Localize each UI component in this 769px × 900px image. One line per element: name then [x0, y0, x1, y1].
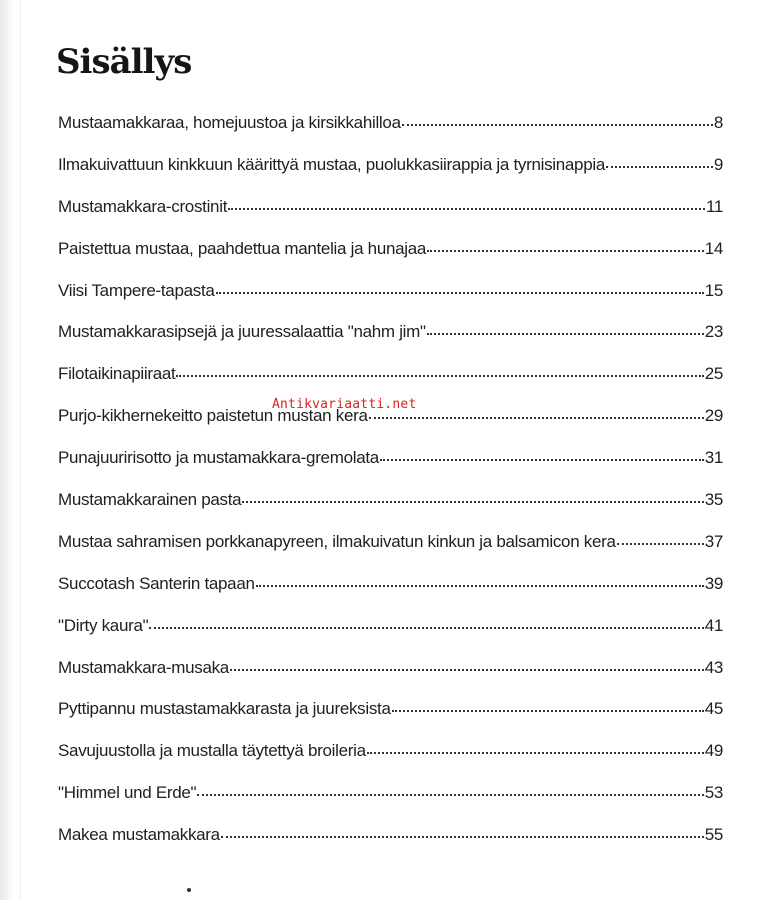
- toc-entry: [58, 406, 723, 448]
- toc-entry-page-number: 8: [713, 113, 723, 132]
- toc-entry: [58, 281, 723, 323]
- toc-entry-page-number: 41: [704, 615, 723, 635]
- toc-entry-title: Viisi Tampere-tapasta: [58, 280, 215, 300]
- toc-entry-title: Paistettua mustaa, paahdettua mantelia ja hunajaa: [58, 238, 427, 258]
- toc-entry-title: Makea mustamakkara: [58, 825, 220, 845]
- toc-dot-leader: [392, 708, 704, 712]
- toc-entry-title: Mustamakkarasipsejä ja juuressalaattia "nahm jim": [58, 322, 426, 342]
- toc-entry: [58, 825, 723, 867]
- toc-entry-page-number: 14: [704, 238, 723, 258]
- toc-dot-leader: [230, 667, 704, 671]
- toc-dot-leader: [606, 164, 713, 168]
- toc-entry: [58, 197, 723, 239]
- toc-entry: [58, 574, 723, 616]
- toc-entry-title: "Himmel und Erde": [58, 783, 197, 803]
- watermark-text: Antikvariaatti.net: [272, 397, 417, 412]
- toc-dot-leader: [427, 331, 704, 335]
- toc-dot-leader: [242, 499, 703, 503]
- toc-dot-leader: [427, 248, 704, 252]
- toc-entry: [58, 699, 723, 741]
- toc-entry-page-number: 25: [704, 364, 723, 384]
- toc-entry-title: Mustamakkara-musaka: [58, 657, 229, 677]
- toc-entry-page-number: 37: [704, 531, 723, 551]
- toc-dot-leader: [367, 750, 704, 754]
- toc-entry-page-number: 35: [704, 490, 723, 510]
- toc-entry-title: Punajuuririsotto ja mustamakkara-gremolata: [58, 448, 379, 468]
- toc-entry-title: Filotaikinapiiraat: [58, 364, 176, 384]
- toc-dot-leader: [197, 792, 703, 796]
- toc-dot-leader: [402, 122, 713, 126]
- toc-entry-page-number: 55: [704, 825, 723, 845]
- toc-entry-title: Mustaamakkaraa, homejuustoa ja kirsikkahilloa: [58, 113, 401, 132]
- toc-entry-page-number: 39: [704, 573, 723, 593]
- toc-entry-page-number: 53: [704, 783, 723, 803]
- toc-entry-title: Mustamakkarainen pasta: [58, 490, 242, 510]
- toc-dot-leader: [380, 457, 704, 461]
- toc-entry-title: Mustaa sahramisen porkkanapyreen, ilmakuivatun kinkun ja balsamicon kera: [58, 531, 616, 551]
- toc-entry-title: "Dirty kaura": [58, 615, 149, 635]
- toc-entry: [58, 658, 723, 700]
- toc-entry: [58, 239, 723, 281]
- toc-entry-page-number: 9: [713, 154, 723, 174]
- toc-dot-leader: [228, 206, 705, 210]
- toc-entry-page-number: 15: [704, 280, 723, 300]
- toc-entry-page-number: 45: [704, 699, 723, 719]
- page-edge-shadow: [0, 0, 14, 900]
- page-edge-line: [20, 0, 21, 900]
- toc-entry-title: Succotash Santerin tapaan: [58, 573, 255, 593]
- toc-entry: [58, 532, 723, 574]
- toc-entry: [58, 741, 723, 783]
- toc-entry-title: Savujuustolla ja mustalla täytettyä broileria: [58, 741, 366, 761]
- toc-entry: [58, 490, 723, 532]
- toc-entry-page-number: 23: [704, 322, 723, 342]
- toc-entry-page-number: 29: [704, 406, 723, 426]
- toc-dot-leader: [221, 834, 704, 838]
- toc-entry-page-number: 11: [705, 196, 723, 216]
- toc-entry-title: Pyttipannu mustastamakkarasta ja juureksista: [58, 699, 391, 719]
- toc-dot-leader: [216, 290, 704, 294]
- print-speck: [187, 888, 191, 892]
- toc-entry-title: Mustamakkara-crostinit: [58, 196, 228, 216]
- toc-entry: [58, 155, 723, 197]
- page-title: Sisällys: [56, 42, 192, 82]
- toc-entry: [58, 322, 723, 364]
- toc-dot-leader: [617, 541, 704, 545]
- toc-entry-page-number: 43: [704, 657, 723, 677]
- toc-entry-page-number: 49: [704, 741, 723, 761]
- toc-entry: [58, 113, 723, 155]
- toc-dot-leader: [256, 583, 704, 587]
- toc-entry: [58, 448, 723, 490]
- toc-dot-leader: [369, 415, 704, 419]
- toc-entry-title: Ilmakuivattuun kinkkuun käärittyä mustaa, puolukkasiirappia ja tyrnisinappia: [58, 154, 605, 174]
- toc-entry: [58, 616, 723, 658]
- toc-dot-leader: [149, 625, 703, 629]
- toc-entry-title: Purjo-kikhernekeitto paistetun mustan kera: [58, 406, 368, 426]
- toc-entry: [58, 783, 723, 825]
- toc-entry-page-number: 31: [704, 448, 723, 468]
- toc-dot-leader: [176, 373, 703, 377]
- table-of-contents: [58, 113, 723, 867]
